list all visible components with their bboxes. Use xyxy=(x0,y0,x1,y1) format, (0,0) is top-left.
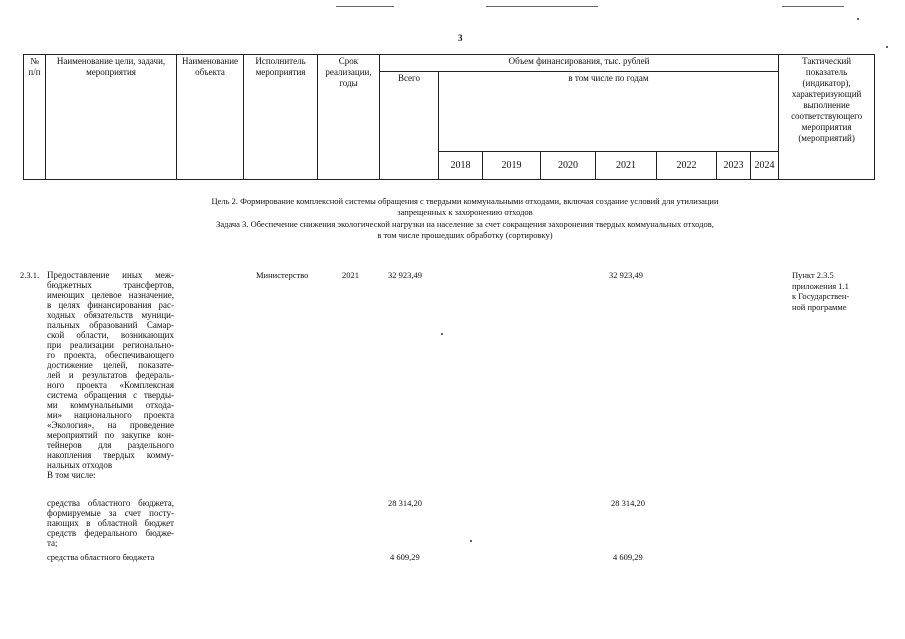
indicator-line: приложения 1.1 xyxy=(792,280,849,291)
description-line: тейнеров для раздельного xyxy=(47,440,174,450)
header-object: Наименование объекта xyxy=(177,55,244,180)
scan-line xyxy=(336,6,394,7)
including-label: В том числе: xyxy=(47,470,96,480)
sub-regional-2021: 4 609,29 xyxy=(613,552,643,562)
page-number: 3 xyxy=(458,33,463,43)
description-line: имеющих целевое назначение, xyxy=(47,290,174,300)
description-line: ходных обязательств муници- xyxy=(47,310,174,320)
header-num: № п/п xyxy=(24,55,46,180)
description-line: в целях финансирования рас- xyxy=(47,300,174,310)
description-line: ми» национального проекта xyxy=(47,410,174,420)
description-line: система обращения с тверды- xyxy=(47,390,174,400)
header-indicator: Тактический показатель (индикатор), характеризующий выполнение соответствующего мероприятия (мероприятий) xyxy=(779,55,875,180)
sub-line: пающих в областной бюджет xyxy=(47,518,174,528)
row-total: 32 923,49 xyxy=(388,270,422,280)
header-name: Наименование цели, задачи, мероприятия xyxy=(46,55,177,180)
task-line: Задача 3. Обеспечение снижения экологической нагрузки на население за счет сокращения захоронения твердых коммунальных отходов, xyxy=(216,219,714,229)
indicator-line: ной программе xyxy=(792,301,847,312)
row-term: 2021 xyxy=(342,270,359,280)
row-number: 2.3.1. xyxy=(20,270,40,280)
description-line: Предоставление иных меж- xyxy=(47,270,174,280)
description-line: бюджетных трансфертов, xyxy=(47,280,174,290)
header-funding: Объем финансирования, тыс. рублей xyxy=(380,55,779,72)
header-term: Срок реализации, годы xyxy=(318,55,380,180)
sub-federal-total: 28 314,20 xyxy=(388,498,422,508)
scan-speck xyxy=(470,540,472,542)
sub-line: та; xyxy=(47,538,58,548)
header-year: 2020 xyxy=(541,152,596,180)
description-line: достижение целей, показате- xyxy=(47,360,174,370)
sub-line: средства областного бюджета, xyxy=(47,498,174,508)
description-line: пальных образований Самар- xyxy=(47,320,174,330)
row-indicator xyxy=(792,270,849,312)
header-year: 2023 xyxy=(717,152,751,180)
scan-line xyxy=(486,6,598,7)
sub-line: формируемые за счет посту- xyxy=(47,508,174,518)
header-year: 2019 xyxy=(483,152,541,180)
row-2021: 32 923,49 xyxy=(609,270,643,280)
scan-line xyxy=(782,6,844,7)
description-line: при реализации регионально- xyxy=(47,340,174,350)
header-total: Всего xyxy=(380,72,439,180)
indicator-line: к Государствен- xyxy=(792,291,850,302)
sub-federal-description xyxy=(47,498,174,548)
header-table xyxy=(23,54,875,180)
header-year: 2021 xyxy=(596,152,657,180)
scan-speck xyxy=(441,333,443,335)
description-line: ного проекта «Комплексная xyxy=(47,380,174,390)
header-year: 2022 xyxy=(657,152,717,180)
sub-line: средств федерального бюдже- xyxy=(47,528,174,538)
row-executor: Министерство xyxy=(256,270,309,280)
description-line: го проекта, обеспечивающего xyxy=(47,350,174,360)
header-by-years: в том числе по годам xyxy=(439,72,779,152)
task-line: в том числе прошедших обработку (сортировку) xyxy=(377,230,553,240)
sub-federal-2021: 28 314,20 xyxy=(611,498,645,508)
description-line: накопления твердых комму- xyxy=(47,450,174,460)
header-executor: Исполнитель мероприятия xyxy=(244,55,318,180)
header-year: 2024 xyxy=(751,152,779,180)
description-line: ми коммунальными отхода- xyxy=(47,400,174,410)
scan-speck xyxy=(857,18,859,20)
description-line: ской области, возникающих xyxy=(47,330,174,340)
description-line: нальных отходов xyxy=(47,460,113,470)
sub-regional-total: 4 609,29 xyxy=(390,552,420,562)
goal-line: запрещенных к захоронению отходов xyxy=(397,207,533,217)
row-description xyxy=(47,270,174,480)
header-year: 2018 xyxy=(439,152,483,180)
description-line: «Экология», на проведение xyxy=(47,420,174,430)
scan-speck xyxy=(886,46,888,48)
sub-regional-description: средства областного бюджета xyxy=(47,552,155,562)
goal-line: Цель 2. Формирование комплексной системы обращения с твердыми коммунальными отходами, включая создание условий для утилизации xyxy=(211,196,719,206)
indicator-line: Пункт 2.3.5 xyxy=(792,270,834,280)
description-line: лей и результатов федераль- xyxy=(47,370,174,380)
description-line: мероприятий по закупке кон- xyxy=(47,430,174,440)
